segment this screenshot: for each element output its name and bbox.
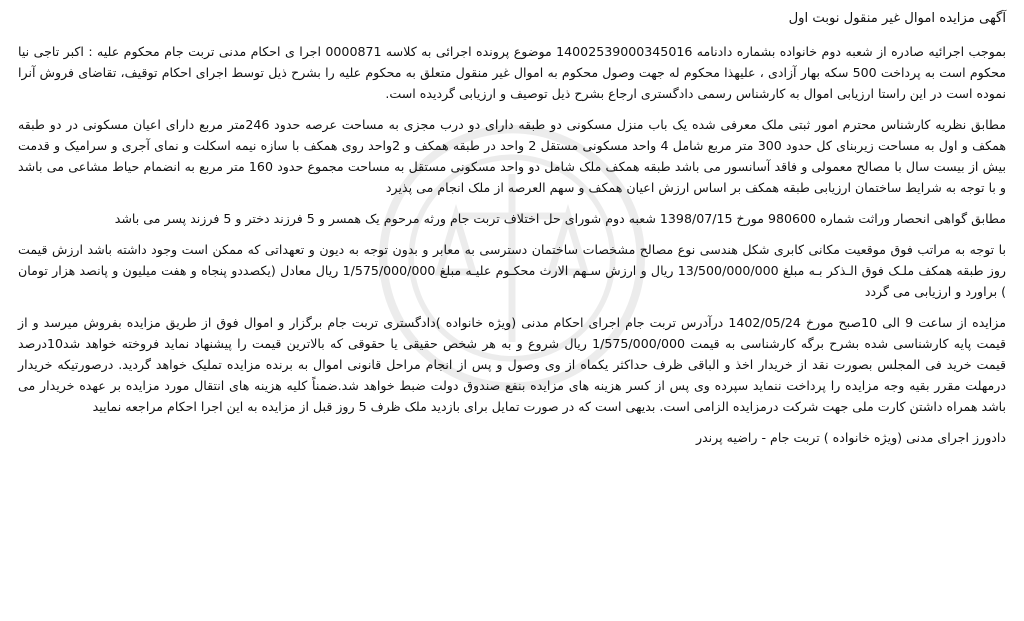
notice-signature: دادورز اجرای مدنی (ویژه خانواده ) تربت جام - راضیه پرندر <box>695 430 1006 445</box>
notice-paragraph-valuation: با توجه به مراتب فوق موقعیت مکانی کابری شکل هندسی نوع مصالح مشخصات ساختمان دسترسی به معابر و بدون توجه به دیون و تعهداتی که ممکن است وجود داشته باشد ارزش قیمت روز طبقه همکف ملـک فوق الـذکر بـه مبلغ 13/500/000/000 ریال و ارزش سـهم الارث محکـوم علیـه مبلغ 1/575/000/000 ریال معادل (یکصددو پنجاه و هفت میلیون و پانصد هزار تومان ) براورد و ارزیابی می گردد <box>18 242 1006 299</box>
notice-paragraph-inheritance: مطابق گواهی انحصار وراثت شماره 980600 مورخ 1398/07/15 شعبه دوم شورای حل اختلاف تربت جام ورثه مرحوم یک همسر و 5 فرزند دختر و 5 فرزند پسر می باشد <box>114 211 1006 226</box>
notice-paragraph-auction-terms: مزایده از ساعت 9 الی 10صبح مورخ 1402/05/24 درآدرس تربت جام اجرای احکام مدنی (ویژه خانواده )دادگستری تربت جام برگزار و اموال فوق از طریق مزایده بفروش میرسد و از قیمت پایه کارشناسی شده بشرح برگه کارشناسی به قیمت 1/575/000/000 ریال شروع و به هر شخص حقیقی یا حقوقی که بالاترین قیمت را پیشنهاد نماید فروخته خواهد شد10درصد قیمت خرید فی المجلس بصورت نقد از خریدار اخذ و الباقی ظرف حداکثر یکماه از وی وصول و پس از انجام مراحل قانونی اموال به برنده مزایده تملیک خواهد گردید. درصورتیکه خریدار درمهلت مقرر بقیه وجه مزایده را پرداخت ننماید سپرده وی پس از کسر هزینه های مزایده بنفع صندوق دولت ضبط خواهد شد.ضمناً کلیه هزینه های انتقال مورد مزایده بر عهده خریدار می باشد همراه داشتن کارت ملی جهت شرکت درمزایده الزامی است. بدیهی است که در صورت تمایل برای بازدید ملک ظرف 5 روز قبل از مزایده به این اجرا احکام مراجعه نمایید <box>18 315 1007 414</box>
notice-paragraph-property-description: مطابق نظریه کارشناس محترم امور ثبتی ملک معرفی شده یک باب منزل مسکونی دو طبقه دارای دو درب مجزی به مساحت عرصه حدود 246متر مربع دارای اعیان مسکونی در دو طبقه همکف و اول به مساحت زیربنای کل حدود 300 متر مربع شامل 4 واحد مسکونی مستقل 2 واحد در طبقه همکف و 2واحد روی همکف با سازه نیمه اسکلت و نمای آجری و سرامیک و قدمت بیش از بیست سال با مصالح معمولی و فاقد آسانسور می باشد طبقه همکف ملک شامل دو واحد مسکونی مستقل به مساحت مجموع حدود 160 متر مربع به انضمام حیاط مشاعی می باشد و با توجه به شرایط ساختمان ارزیابی طبقه همکف بر اساس ارزش اعیان همکف و سهم العرصه از ملک انجام می پذیرد <box>18 117 1006 195</box>
notice-title: آگهی مزایده اموال غیر منقول نوبت اول <box>788 11 1006 26</box>
notice-paragraph-execution-order: بموجب اجرائیه صادره از شعبه دوم خانواده بشماره دادنامه 14002539000345016 موضوع پرونده اجرائی به کلاسه 0000871 اجرا ی احکام مدنی تربت جام محکوم علیه : اکبر تاجی نیا محکوم است به پرداخت 500 سکه بهار آزادی ، علیهذا محکوم له جهت وصول محکوم به اموال غیر منقول متعلق به محکوم علیه را بشرح ذیل توسط اجرای احکام توقیف، تقاضای فروش آنرا نموده است در این راستا ارزیابی اموال به کارشناس رسمی دادگستری ارجاع بشرح ذیل توصیف و ارزیابی گردیده است. <box>18 44 1006 101</box>
